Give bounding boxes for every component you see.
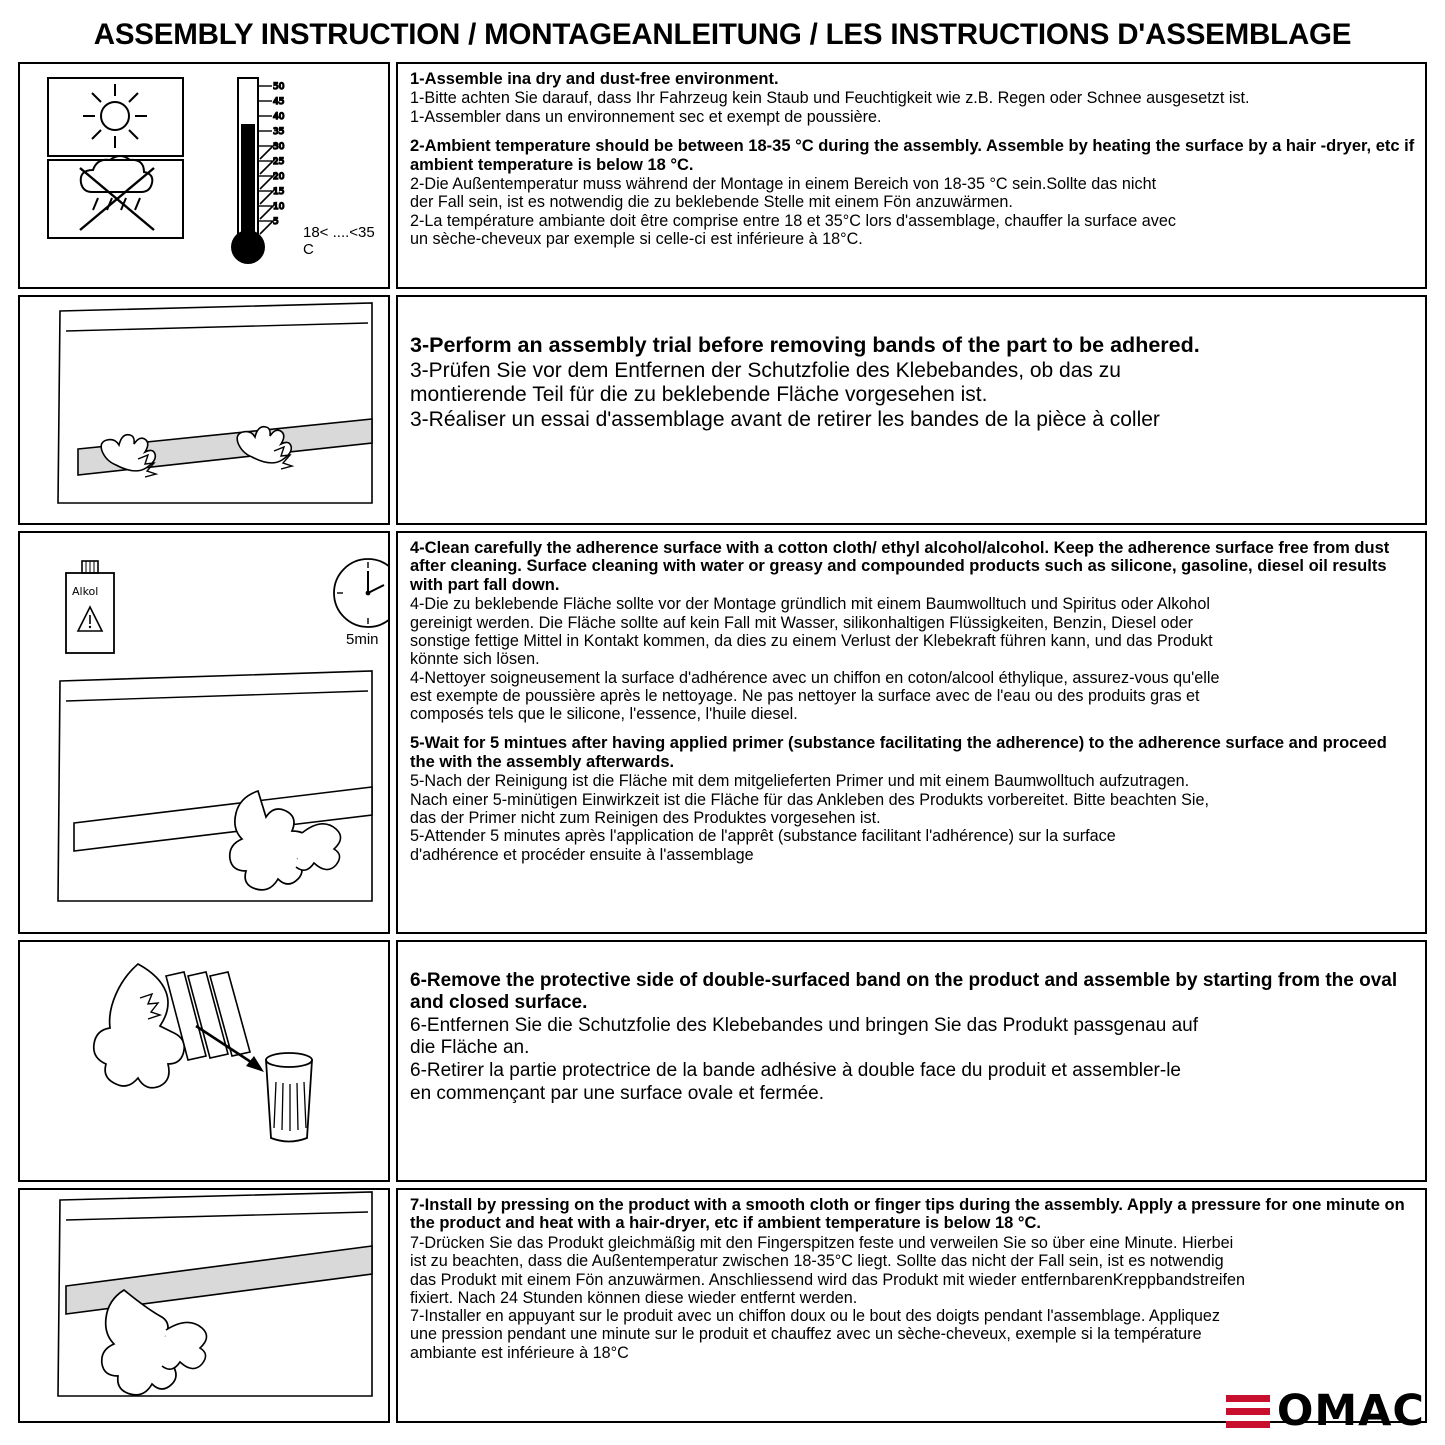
illustration-press-product (18, 1188, 390, 1423)
step-1-line-de: 1-Bitte achten Sie darauf, dass Ihr Fahrzeug kein Staub und Feuchtigkeit wie z.B. Regen oder Schnee ausgesetzt ist. (410, 89, 1250, 108)
svg-text:25: 25 (273, 157, 285, 167)
svg-text:15: 15 (273, 187, 285, 197)
step-6-heading: 6-Remove the protective side of double-surfaced band on the product and assemble by starting from the oval and closed surface. (410, 970, 1398, 1013)
svg-text:45: 45 (273, 97, 285, 107)
step-4-line-fr-1: 4-Nettoyer soigneusement la surface d'adhérence avec un chiffon en coton/alcool éthylique, assurez-vous qu'elle (410, 668, 1220, 687)
step-row-3 (18, 295, 1427, 525)
step-row-4-5 (18, 531, 1427, 934)
step-7-line-de-4: fixiert. Nach 24 Stunden können diese wieder entfernt werden. (410, 1288, 858, 1307)
omac-wordmark: OMAC (1276, 1386, 1425, 1436)
step-5-line-de-1: 5-Nach der Reinigung ist die Fläche mit dem mitgelieferten Primer und mit einem Baumwolltuch aufzutragen. (410, 772, 1190, 791)
svg-text:35: 35 (273, 127, 285, 137)
step-3-line-fr: 3-Réaliser un essai d'assemblage avant de retirer les bandes de la pièce à coller (410, 408, 1160, 432)
svg-text:10: 10 (273, 202, 285, 212)
svg-text:40: 40 (273, 112, 285, 122)
step-row-6 (18, 940, 1427, 1182)
step-2-heading: 2-Ambient temperature should be between 18-35 °C during the assembly. Assemble by heating the surface by a hair -dryer, etc if ambient temperature is below 18 °C. (410, 137, 1415, 174)
step-3-heading: 3-Perform an assembly trial before removing bands of the part to be adhered. (410, 333, 1200, 357)
step-6-line-de-1: 6-Entfernen Sie die Schutzfolie des Klebebandes und bringen Sie das Produkt passgenau auf (410, 1014, 1198, 1036)
step-5-line-de-2: Nach einer 5-minütigen Einwirkzeit ist die Fläche für das Ankleben des Produkts vorbereitet. Bitte beachten Sie, (410, 790, 1210, 809)
step-text-6 (396, 940, 1427, 1182)
step-7-line-fr-1: 7-Installer en appuyant sur le produit avec un chiffon doux ou le bout des doigts pendant l'assemblage. Appliquez (410, 1307, 1221, 1326)
step-7-line-de-2: ist zu beachten, dass die Außentemperatur zwischen 18-35°C liegt. Sollte das nicht der Fall sein, ist es notwendig (410, 1252, 1224, 1271)
step-7-line-fr-2: une pression pendant une minute sur le produit et chauffez avec un sèche-cheveux, exemple si la température (410, 1325, 1202, 1344)
step-4-line-fr-2: est exempte de poussière après le nettoyage. Ne pas nettoyer la surface avec de l'eau ou des produits gras et (410, 686, 1200, 705)
step-4-line-de-4: könnte sich lösen. (410, 650, 540, 669)
illustration-dry-dust-free (18, 62, 390, 289)
step-2-line-de-2: der Fall sein, ist es notwendig die zu beklebende Stelle mit einem Fön anzuwärmen. (410, 193, 1013, 212)
step-7-heading: 7-Install by pressing on the product with a smooth cloth or finger tips during the assembly. Apply a pressure for one minute on the product and heat with a hair-dryer, etc if ambient temperature is below 18 °C. (410, 1196, 1405, 1233)
svg-text:5: 5 (273, 217, 279, 227)
step-text-3 (396, 295, 1427, 525)
step-text-1-2 (396, 62, 1427, 289)
illustration-assembly-trial (18, 295, 390, 525)
step-2-line-fr-1: 2-La température ambiante doit être comprise entre 18 et 35°C lors d'assemblage, chauffer la surface avec (410, 211, 1176, 230)
steps-list (18, 62, 1427, 1429)
step-6-line-fr-2: en commençant par une surface ovale et fermée. (410, 1083, 825, 1105)
step-7-line-fr-3: ambiante est inférieure à 18°C (410, 1343, 629, 1362)
omac-logo (1226, 1385, 1425, 1437)
step-1-line-fr: 1-Assembler dans un environnement sec et exempt de poussière. (410, 107, 882, 126)
step-row-7 (18, 1188, 1427, 1423)
illustration-remove-liner (18, 940, 390, 1182)
step-3-line-de-2: montierende Teil für die zu beklebende Fläche vorgesehen ist. (410, 383, 988, 407)
svg-text:20: 20 (273, 172, 285, 182)
step-5-line-de-3: das der Primer nicht zum Reinigen des Produktes vorgesehen ist. (410, 809, 881, 828)
step-4-line-de-3: sonstige fettige Mittel in Kontakt kommen, da dies zu einem Verlust der Klebekraft führen kann, und das Produkt (410, 632, 1213, 650)
bottle-label-text: Alkol (72, 585, 99, 598)
step-6-line-de-2: die Fläche an. (410, 1037, 530, 1059)
step-7-line-de-1: 7-Drücken Sie das Produkt gleichmäßig mit den Fingerspitzen feste und verweilen Sie so über eine Minute. Hierbei (410, 1233, 1234, 1252)
step-2-line-fr-2: un sèche-cheveux par exemple si celle-ci est inférieure à 18°C. (410, 229, 863, 248)
step-row-1 (18, 62, 1427, 289)
step-4-line-de-2: gereinigt werden. Die Fläche sollte auf kein Fall mit Wasser, silikonhaltigen Flüssigkeiten, Benzin, Diesel oder (410, 613, 1194, 632)
step-1-heading: 1-Assemble ina dry and dust-free environment. (410, 70, 779, 88)
thermometer-range-label: 18< ....<35 C (303, 224, 375, 258)
step-4-line-fr-3: composés tels que le silicone, l'essence, l'huile diesel. (410, 705, 798, 724)
step-5-line-fr-1: 5-Attender 5 minutes après l'application de l'apprêt (substance facilitant l'adhérence) sur la surface (410, 827, 1116, 846)
clock-duration-label: 5min (346, 631, 379, 648)
illustration-clean-surface (18, 531, 390, 934)
omac-bars-icon (1226, 1392, 1270, 1431)
step-2-line-de-1: 2-Die Außentemperatur muss während der Montage in einem Bereich von 18-35 °C sein.Sollte das nicht (410, 175, 1157, 193)
step-7-line-de-3: das Produkt mit einem Fön anzuwärmen. Anschliessend wird das Produkt mit wieder entfernbarenKreppbandstreifen (410, 1270, 1245, 1289)
step-4-heading: 4-Clean carefully the adherence surface with a cotton cloth/ ethyl alcohol/alcohol. Keep the adherence surface free from dust after cleaning. Surface cleaning with water or greasy and compounded products such as silicone, gasoline, diesel oil results with part fall down. (410, 539, 1390, 594)
step-3-line-de-1: 3-Prüfen Sie vor dem Entfernen der Schutzfolie des Klebebandes, ob das zu (410, 358, 1121, 382)
step-6-line-fr-1: 6-Retirer la partie protectrice de la bande adhésive à double face du produit et assembler-le (410, 1060, 1182, 1082)
step-4-line-de-1: 4-Die zu beklebende Fläche sollte vor der Montage gründlich mit einem Baumwolltuch und Spiritus oder Alkohol (410, 595, 1210, 614)
page-title: ASSEMBLY INSTRUCTION / MONTAGEANLEITUNG / LES INSTRUCTIONS D'ASSEMBLAGE (93, 18, 1352, 51)
step-5-line-fr-2: d'adhérence et procéder ensuite à l'assemblage (410, 845, 754, 864)
step-5-heading: 5-Wait for 5 mintues after having applied primer (substance facilitating the adherence) to the adherence surface and proceed the with the assembly afterwards. (410, 734, 1387, 771)
svg-text:30: 30 (273, 142, 285, 152)
step-text-4-5 (396, 531, 1427, 934)
svg-text:50: 50 (273, 82, 285, 92)
